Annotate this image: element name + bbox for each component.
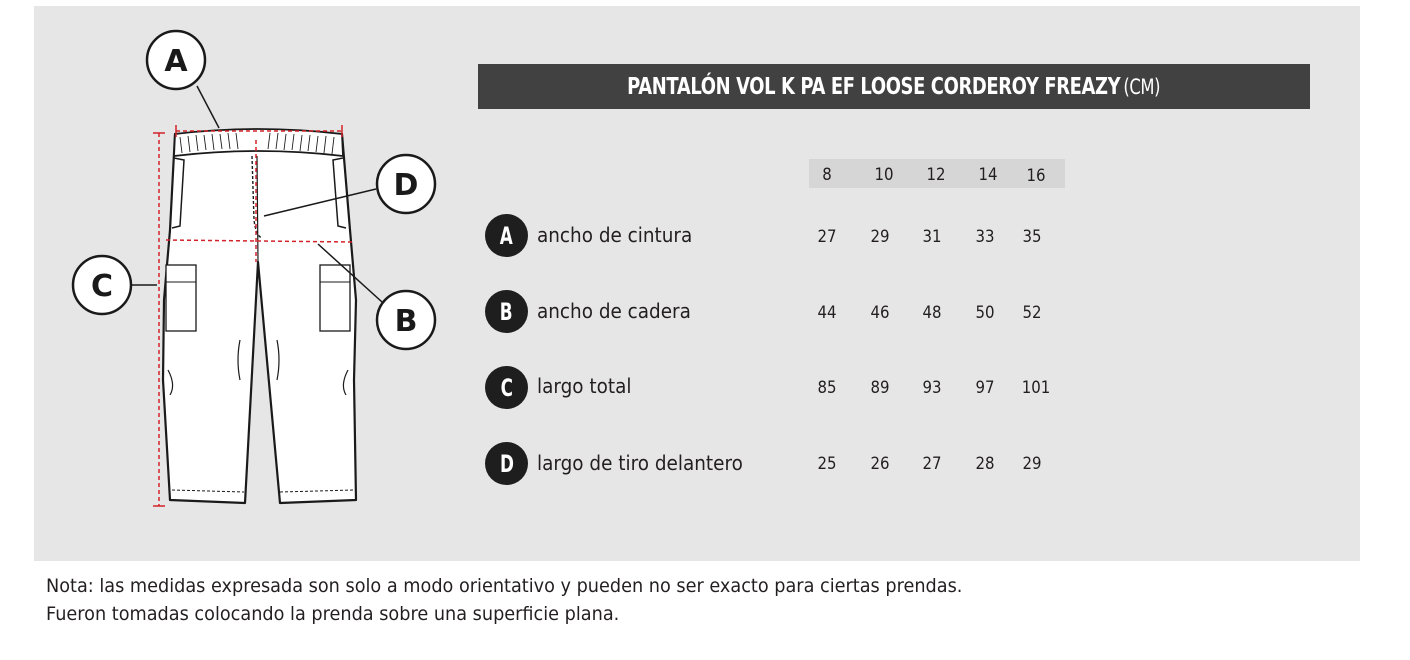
measure-cell: 44 <box>817 303 837 323</box>
row-label: largo total <box>537 374 632 398</box>
row-label: ancho de cintura <box>537 223 693 247</box>
chart-title: PANTALÓN VOL K PA EF LOOSE CORDEROY FREAZY <box>627 73 1121 100</box>
row-badge-d: D <box>485 442 528 485</box>
measure-cell: 46 <box>870 303 890 323</box>
measure-cell: 31 <box>922 227 942 247</box>
chart-title-bar <box>478 64 1310 109</box>
size-header-cell: 12 <box>926 165 946 185</box>
measure-cell: 89 <box>870 378 890 398</box>
measure-cell: 25 <box>817 454 837 474</box>
svg-text:B: B <box>394 304 418 339</box>
measure-cell: 101 <box>1021 378 1051 398</box>
measure-cell: 35 <box>1022 227 1042 247</box>
measure-cell: 29 <box>1022 454 1042 474</box>
measure-cell: 93 <box>922 378 942 398</box>
size-header-cell: 8 <box>822 165 832 185</box>
pants-icon <box>163 129 356 503</box>
measure-cell: 29 <box>870 227 890 247</box>
measure-cell: 52 <box>1022 303 1042 323</box>
svg-text:C: C <box>90 269 114 304</box>
size-header-cell: 16 <box>1026 166 1046 186</box>
measure-cell: 50 <box>975 303 995 323</box>
row-badge-b: B <box>485 290 528 333</box>
row-badge-a: A <box>485 214 528 257</box>
measure-cell: 48 <box>922 303 942 323</box>
note-line-1: Nota: las medidas expresada son solo a modo orientativo y pueden no ser exacto para ciertas prendas. <box>46 575 963 597</box>
callout-a <box>147 31 219 128</box>
callout-c <box>73 256 157 314</box>
chart-unit: (CM) <box>1123 74 1161 99</box>
measure-cell: 97 <box>975 378 995 398</box>
measure-cell: 27 <box>817 227 837 247</box>
svg-text:A: A <box>164 44 188 79</box>
row-label: largo de tiro delantero <box>537 451 743 475</box>
row-label: ancho de cadera <box>537 299 691 323</box>
size-header-cell: 10 <box>874 165 894 185</box>
size-header-cell: 14 <box>978 165 998 185</box>
measure-cell: 28 <box>975 454 995 474</box>
disclaimer-note <box>46 572 962 628</box>
measure-cell: 33 <box>975 227 995 247</box>
svg-text:D: D <box>393 168 419 203</box>
measure-cell: 27 <box>922 454 942 474</box>
measure-cell: 26 <box>870 454 890 474</box>
note-line-2: Fueron tomadas colocando la prenda sobre una superficie plana. <box>46 603 620 625</box>
measure-cell: 85 <box>817 378 837 398</box>
row-badge-c: C <box>485 366 528 409</box>
